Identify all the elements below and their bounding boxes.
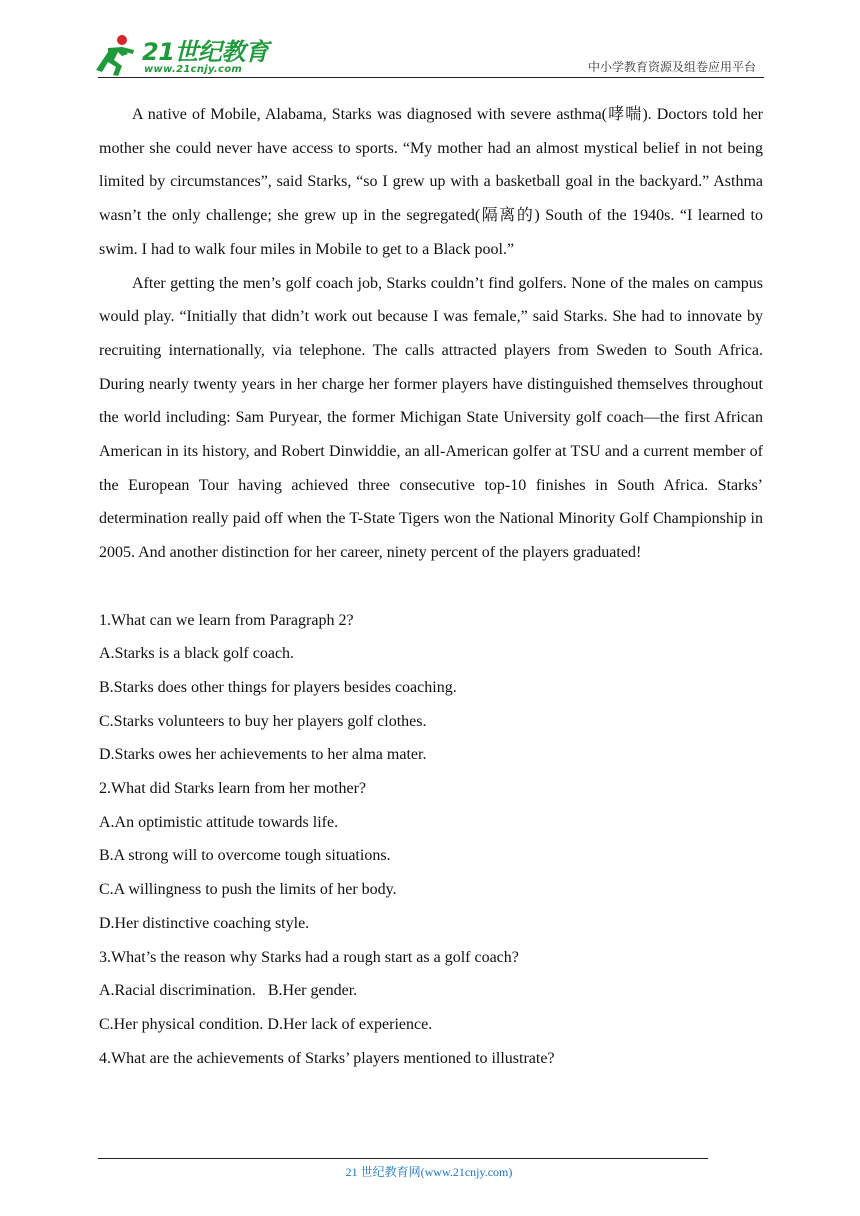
section-gap — [99, 570, 763, 604]
article-paragraph-2: After getting the men’s golf coach job, Starks couldn’t find golfers. None of the males on campus would play. “Initially that didn’t work out because I was female,” said Starks. She had to innovate by recruiting internationally, via telephone. The calls attracted players from Sweden to South Africa. During nearly twenty years in her charge her former players have distinguished themselves throughout the world including: Sam Puryear, the former Michigan State University golf coach—the first African American in its history, and Robert Dinwiddie, an all-American golfer at TSU and a current member of the European Tour having achieved three consecutive top-10 finishes in South Africa. Starks’ determination really paid off when the T-State Tigers won the National Minority Golf Championship in 2005. And another distinction for her career, ninety percent of the players graduated! — [99, 274, 763, 562]
page-header — [0, 0, 860, 80]
question-option: B.Starks does other things for players besides coaching. — [99, 678, 457, 696]
question-1 — [99, 604, 763, 773]
question-option: C.Starks volunteers to buy her players golf clothes. — [99, 712, 427, 730]
question-options-row: A.Racial discrimination. B.Her gender. — [99, 982, 358, 1000]
question-option: D.Starks owes her achievements to her alma mater. — [99, 746, 427, 764]
question-4 — [99, 1042, 763, 1076]
running-figure-icon — [92, 34, 140, 78]
logo-url: www.21cnjy.com — [144, 64, 243, 75]
question-2 — [99, 772, 763, 941]
question-stem: 3.What’s the reason why Starks had a rough start as a golf coach? — [99, 948, 519, 966]
question-stem: 1.What can we learn from Paragraph 2? — [99, 611, 354, 629]
footer-text: 21 世纪教育网(www.21cnjy.com) — [345, 1165, 513, 1179]
question-option: C.A willingness to push the limits of her body. — [99, 881, 397, 899]
footer-divider — [98, 1158, 708, 1159]
question-stem: 2.What did Starks learn from her mother? — [99, 780, 367, 798]
question-options-row: C.Her physical condition. D.Her lack of experience. — [99, 1015, 433, 1033]
question-option: B.A strong will to overcome tough situations. — [99, 847, 391, 865]
page-footer — [0, 1165, 860, 1179]
question-option: A.Starks is a black golf coach. — [99, 645, 295, 663]
site-logo — [92, 34, 269, 78]
question-option: A.An optimistic attitude towards life. — [99, 813, 339, 831]
header-tagline: 中小学教育资源及组卷应用平台 — [587, 60, 756, 74]
question-option: D.Her distinctive coaching style. — [99, 914, 310, 932]
document-body — [99, 98, 763, 1075]
header-divider — [98, 77, 764, 78]
question-stem: 4.What are the achievements of Starks’ players mentioned to illustrate? — [99, 1049, 555, 1067]
article-paragraph-1: A native of Mobile, Alabama, Starks was diagnosed with severe asthma(哮喘). Doctors told her mother she could never have access to sports. “My mother had an almost mystical belief in not being limited by circumstances”, said Starks, “so I grew up with a basketball goal in the backyard.” Asthma wasn’t the only challenge; she grew up in the segregated(隔离的) South of the 1940s. “I learned to swim. I had to walk four miles in Mobile to get to a Black pool.” — [99, 106, 763, 258]
question-3 — [99, 941, 763, 1042]
logo-text: 21世纪教育 — [142, 38, 269, 66]
